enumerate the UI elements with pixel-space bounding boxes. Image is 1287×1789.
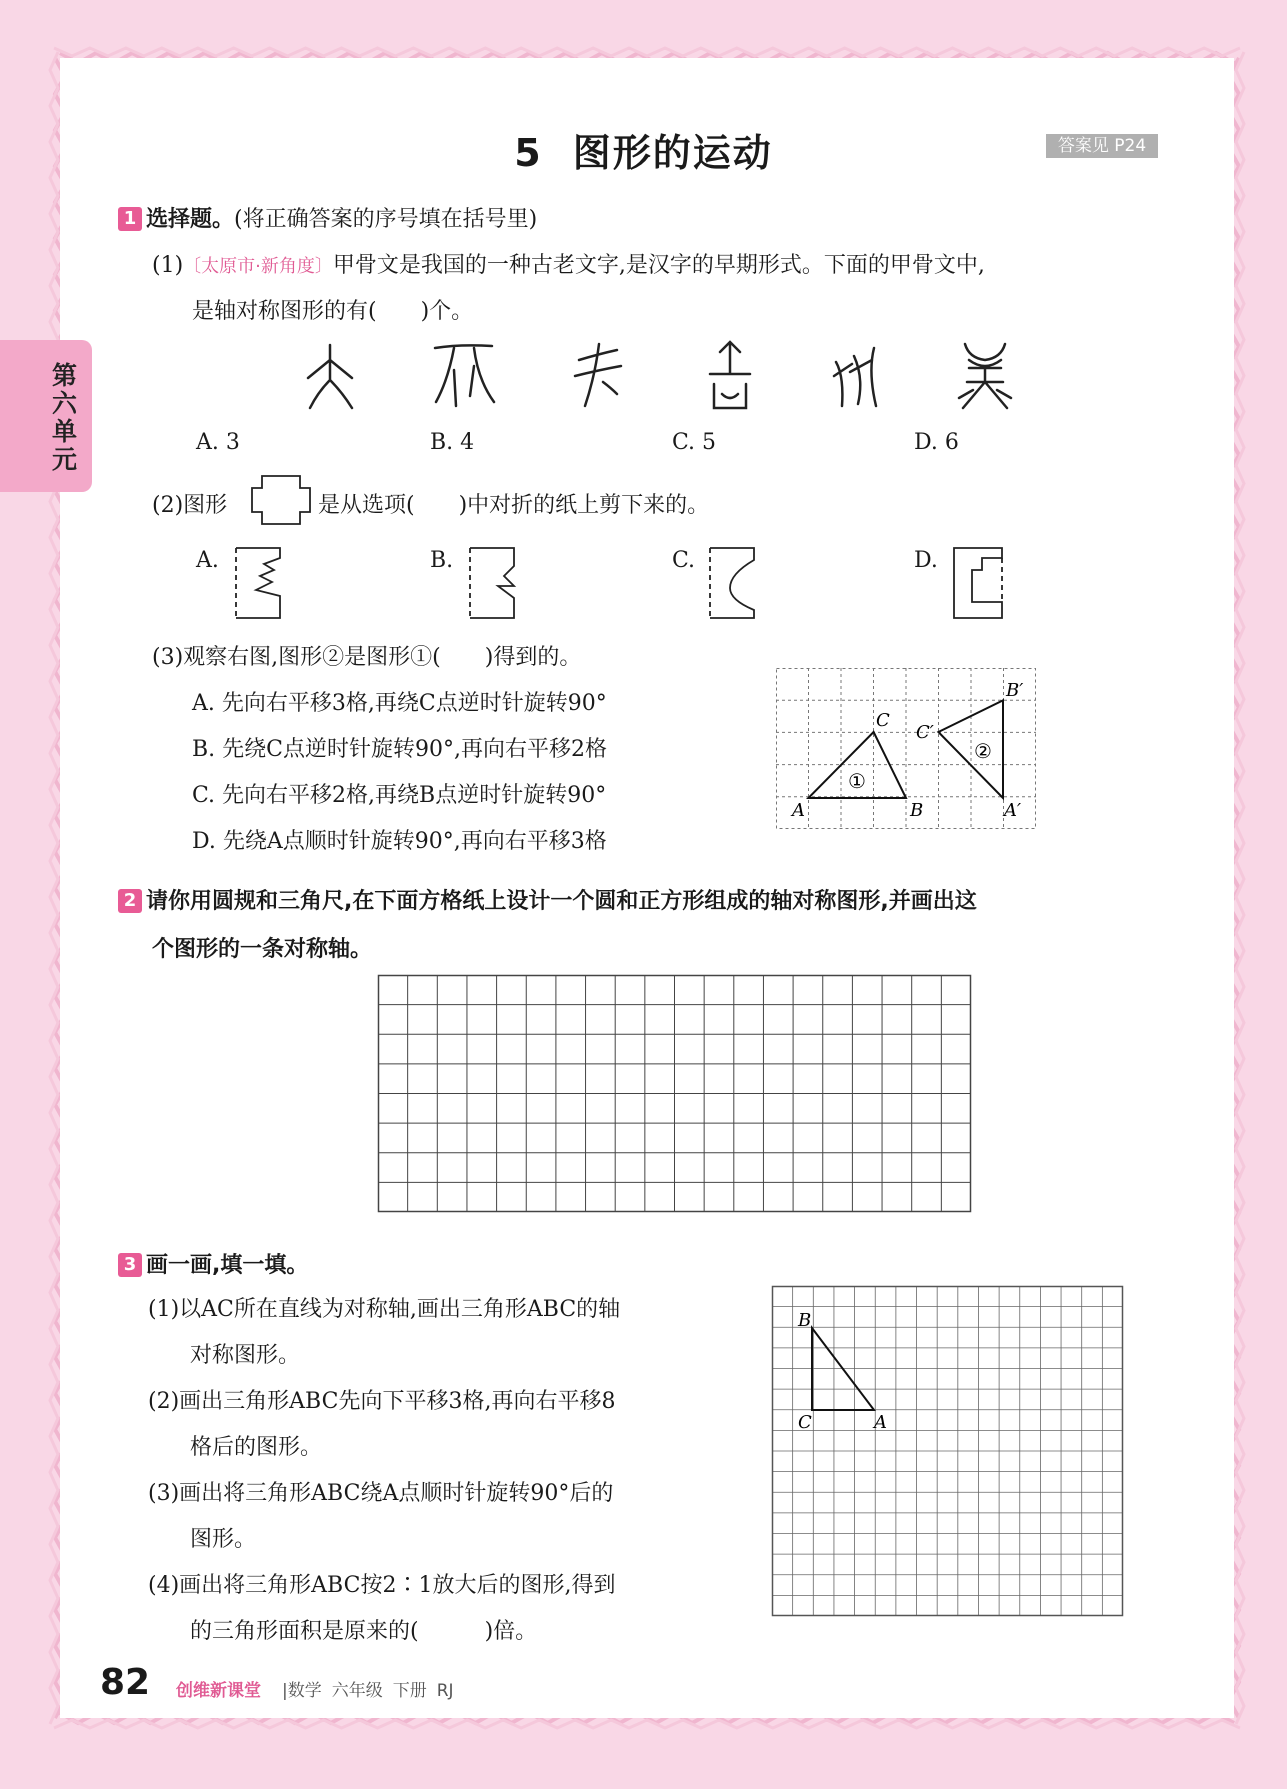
q1-p1-text1: 甲骨文是我国的一种古老文字,是汉字的早期形式。下面的甲骨文中, [332,253,985,278]
oracle-char-4 [700,338,760,413]
label-a: A [792,800,805,821]
q3-item2-line2: 格后的图形。 [190,1435,323,1460]
q2-number-badge: 2 [118,889,142,913]
q1-p2-post: 是从选项( )中对折的纸上剪下来的。 [318,493,710,518]
label-c-prime: C′ [916,722,934,743]
q1-heading [118,202,537,233]
q1-p3-transformation-grid [776,668,1038,830]
q1-p1-line2: 是轴对称图形的有( )个。 [192,299,474,324]
q1-title: 选择题。 [146,207,235,232]
q1-note: (将正确答案的序号填在括号里) [234,207,538,232]
label-b-prime: B′ [1006,680,1024,701]
q1-number-badge: 1 [118,207,142,231]
q2-line2: 个图形的一条对称轴。 [152,937,373,962]
fold-option-a-shape [234,546,284,620]
q1-p2-pre: (2)图形 [152,493,228,518]
q1-p2-option-c: C. [672,548,696,573]
q1-p1-option-a: A. 3 [196,430,240,455]
answer-reference-badge: 答案见 P24 [1046,134,1158,158]
q1-p3-option-c: C. 先向右平移2格,再绕B点逆时针旋转90° [192,783,607,808]
footer-book-info [282,1676,464,1701]
unit-tab-label: 第六单元 [52,361,78,474]
label-circled-1: ① [848,769,866,793]
label-b: B [910,800,924,821]
q3-heading [118,1248,308,1279]
oracle-char-3 [565,340,625,410]
q1-p1-option-d: D. 6 [914,430,959,455]
q3-item4-line2: 的三角形面积是原来的( )倍。 [190,1619,538,1644]
q1-p1-source-tag: 〔太原市·新角度〕 [183,256,333,277]
fold-option-b-shape [468,546,518,620]
title-text: 图形的运动 [572,131,773,175]
triangle-abc [812,1328,874,1410]
oracle-char-6 [955,338,1015,413]
q3-item1-line1: (1)以AC所在直线为对称轴,画出三角形ABC的轴 [148,1297,621,1322]
q3-item3-line1: (3)画出将三角形ABC绕A点顺时针旋转90°后的 [148,1481,614,1506]
q3-item1-line2: 对称图形。 [190,1343,301,1368]
q3-drawing-grid[interactable] [772,1286,1123,1617]
q1-p2-option-d: D. [914,548,938,573]
footer-brand: 创维新课堂 [176,1681,261,1701]
q1-p1-prefix: (1) [152,253,184,278]
fold-option-d-shape [952,546,1002,620]
cut-shape-figure [250,474,312,526]
q2-drawing-grid[interactable] [378,975,971,1213]
q1-p3-option-d: D. 先绕A点顺时针旋转90°,再向右平移3格 [192,829,607,854]
footer-subject: |数学 [282,1681,322,1701]
label-c: C [876,710,890,731]
q3-item4-line1: (4)画出将三角形ABC按2∶1放大后的图形,得到 [148,1573,616,1598]
oracle-char-5 [828,342,888,412]
footer-edition: RJ [436,1681,454,1701]
label-b: B [798,1310,812,1331]
fold-option-c-shape [708,546,758,620]
q3-item2-line1: (2)画出三角形ABC先向下平移3格,再向右平移8 [148,1389,616,1414]
label-circled-2: ② [974,739,992,763]
label-a-prime: A′ [1004,800,1022,821]
q3-number-badge: 3 [118,1253,142,1277]
q1-p2-option-a: A. [196,548,219,573]
title-number: 5 [514,131,543,175]
footer-grade: 六年级 [331,1681,383,1701]
q1-p3-stem: (3)观察右图,图形②是图形①( )得到的。 [152,645,582,670]
oracle-char-1 [300,340,360,410]
q1-p3-option-a: A. 先向右平移3格,再绕C点逆时针旋转90° [192,691,607,716]
q1-p2-option-b: B. [430,548,454,573]
q1-p1-option-b: B. 4 [430,430,475,455]
q1-p1-line1 [152,248,985,279]
page-number: 82 [100,1662,151,1703]
q3-item3-line2: 图形。 [190,1527,257,1552]
label-a: A [874,1412,887,1433]
oracle-char-2 [430,340,500,410]
label-c: C [798,1412,812,1433]
footer-volume: 下册 [392,1681,427,1701]
q2-text1: 请你用圆规和三角尺,在下面方格纸上设计一个圆和正方形组成的轴对称图形,并画出这 [146,889,977,914]
q2-line1 [118,884,977,915]
q3-title: 画一画,填一填。 [146,1253,309,1278]
q1-p1-option-c: C. 5 [672,430,717,455]
q1-p3-option-b: B. 先绕C点逆时针旋转90°,再向右平移2格 [192,737,607,762]
